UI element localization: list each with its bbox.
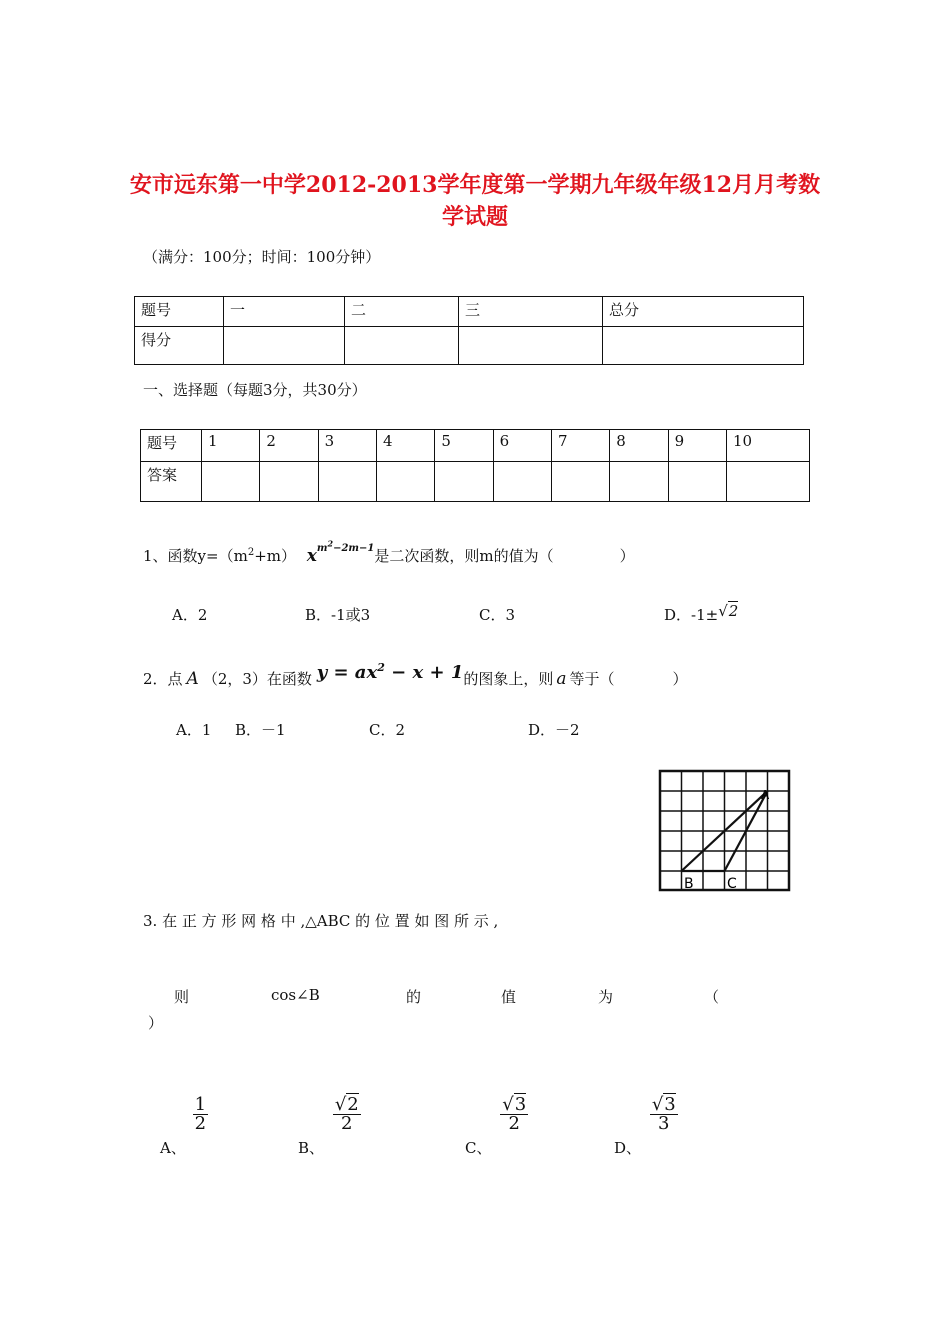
answer-table xyxy=(140,429,810,502)
answer-cell xyxy=(260,462,318,502)
answer-table-header-cell: 5 xyxy=(435,430,493,462)
answer-table-header-cell: 6 xyxy=(493,430,551,462)
score-table xyxy=(134,296,804,365)
q1-option-c: C．3 xyxy=(479,606,516,624)
exam-title-line2: 学试题 xyxy=(441,204,508,230)
section1-heading: 一、选择题（每题3分，共30分） xyxy=(143,381,367,399)
q2-option-c: C．2 xyxy=(369,721,406,739)
exam-info: （满分：100分；时间：100分钟） xyxy=(143,248,381,266)
score-cell xyxy=(603,327,804,365)
score-table-header-cell: 二 xyxy=(345,297,459,327)
triangle-grid-figure xyxy=(658,769,792,893)
q1-option-b: B．-1或3 xyxy=(305,606,371,624)
q2-var: a xyxy=(556,669,567,689)
q1-text: 是二次函数，则m的值为（ xyxy=(374,547,554,565)
q3-option-a: A、 $\frac{1}{2}$ xyxy=(160,1094,207,1157)
sqrt-icon: √2 xyxy=(718,602,739,620)
q3-option-c: C、 $\frac{√3}{2}$ xyxy=(465,1094,527,1157)
score-table-row-label: 得分 xyxy=(135,327,224,365)
answer-cell xyxy=(610,462,668,502)
question-3-line1: 3. 在 正 方 形 网 格 中 ,△ABC 的 位 置 如 图 所 示 , xyxy=(143,912,499,930)
score-cell xyxy=(459,327,603,365)
score-table-header-cell: 总分 xyxy=(603,297,804,327)
answer-table-header-cell: 4 xyxy=(376,430,434,462)
q2-text: ） xyxy=(672,670,688,688)
q2-point: A xyxy=(186,669,199,689)
answer-cell xyxy=(435,462,493,502)
score-cell xyxy=(345,327,459,365)
q3-word: ） xyxy=(148,1014,164,1032)
q2-option-a: A．1 xyxy=(176,721,212,739)
q2-formula: $y = ax^2 - x + 1$ xyxy=(316,661,464,683)
answer-cell xyxy=(726,462,809,502)
answer-cell xyxy=(493,462,551,502)
q3-option-b: B、 $\frac{√2}{2}$ xyxy=(298,1094,359,1157)
q1-option-d: D．-1±√2 xyxy=(664,602,739,624)
answer-table-header-cell: 7 xyxy=(551,430,609,462)
q1-text: +m） xyxy=(254,547,296,565)
answer-table-row-label: 答案 xyxy=(141,462,202,502)
q3-word: 为 xyxy=(598,988,614,1006)
q2-text: 2．点 xyxy=(143,670,183,688)
fraction: $\frac{√3}{3}$ xyxy=(651,1094,676,1134)
q3-word: 的 xyxy=(406,988,422,1006)
question-2 xyxy=(143,661,688,689)
q2-text: 的图象上，则 xyxy=(463,670,554,688)
answer-table-header-cell: 9 xyxy=(668,430,726,462)
q1-power-exponent: m2−2m−1 xyxy=(316,538,375,554)
question-1 xyxy=(143,538,635,566)
q1-text: 1、函数y=（m xyxy=(143,547,248,565)
answer-table-header-cell: 10 xyxy=(726,430,809,462)
q1-power-base: x xyxy=(306,546,317,566)
answer-table-header-cell: 1 xyxy=(202,430,260,462)
vertex-label-a: A xyxy=(761,788,770,802)
score-table-header-cell: 一 xyxy=(224,297,345,327)
answer-table-header-cell: 2 xyxy=(260,430,318,462)
q1-option-a: A．2 xyxy=(172,606,208,624)
q2-option-b: B．－1 xyxy=(235,721,286,739)
answer-table-header-cell: 题号 xyxy=(141,430,202,462)
answer-cell xyxy=(668,462,726,502)
q3-word: 则 xyxy=(174,988,190,1006)
fraction: $\frac{√3}{2}$ xyxy=(502,1094,527,1134)
q1-text: ） xyxy=(619,547,635,565)
q2-text: （2，3）在函数 xyxy=(202,670,312,688)
answer-cell xyxy=(376,462,434,502)
answer-table-header-cell: 3 xyxy=(318,430,376,462)
q2-option-d: D．－2 xyxy=(528,721,580,739)
vertex-label-b: B xyxy=(684,876,694,892)
q3-word: cos∠B xyxy=(271,986,320,1004)
fraction: $\frac{1}{2}$ xyxy=(194,1094,207,1134)
answer-cell xyxy=(202,462,260,502)
q3-word: 值 xyxy=(501,988,517,1006)
q3-option-d: D、 $\frac{√3}{3}$ xyxy=(614,1094,676,1157)
score-cell xyxy=(224,327,345,365)
score-table-header-cell: 题号 xyxy=(135,297,224,327)
score-table-header-cell: 三 xyxy=(459,297,603,327)
answer-table-header-cell: 8 xyxy=(610,430,668,462)
q1-sup: 2 xyxy=(247,547,255,558)
answer-cell xyxy=(318,462,376,502)
q2-text: 等于（ xyxy=(569,670,615,688)
vertex-label-c: C xyxy=(727,876,737,892)
q3-word: （ xyxy=(704,988,720,1006)
fraction: $\frac{√2}{2}$ xyxy=(334,1094,359,1134)
exam-title-line1: 安市远东第一中学2012-2013学年度第一学期九年级年级12月月考数 xyxy=(129,172,821,198)
answer-cell xyxy=(551,462,609,502)
